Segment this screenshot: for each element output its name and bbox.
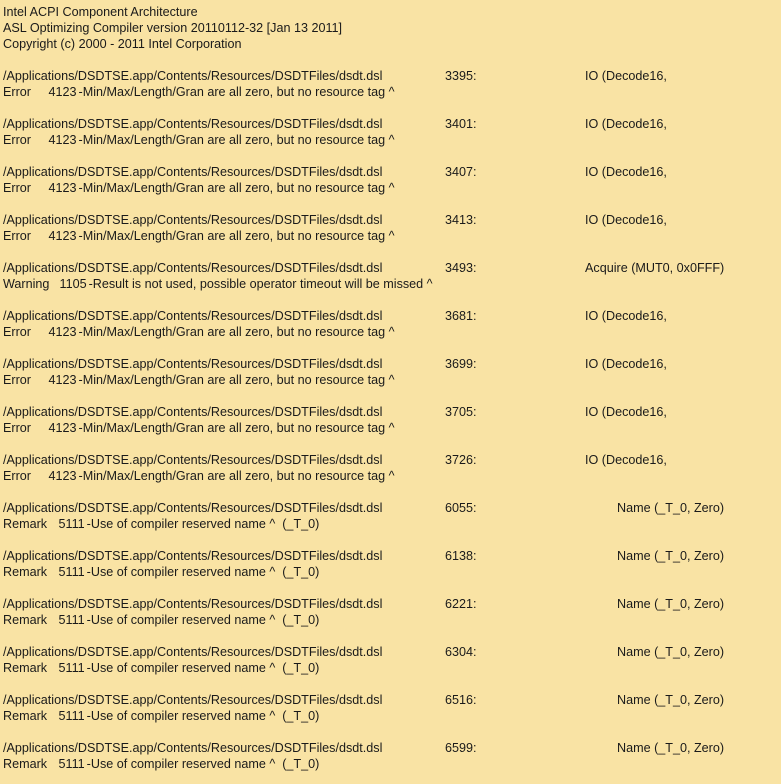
diagnostic-message-line [3,564,781,580]
source-line-number: 3395: [445,69,477,83]
source-code-snippet: IO (Decode16, [585,453,667,467]
diagnostic-message-line [3,84,781,100]
message-text: -Min/Max/Length/Gran are all zero, but no resource tag ^ [78,325,395,339]
severity-label: Remark [3,517,48,531]
message-text: -Use of compiler reserved name ^ (_T_0) [86,613,320,627]
source-code-snippet: IO (Decode16, [585,165,667,179]
diagnostic-location [3,308,781,324]
source-line-number: 3681: [445,309,477,323]
message-id: 4123 [48,133,77,147]
message-id: 4123 [48,229,77,243]
source-line-number: 3401: [445,117,477,131]
source-line-number: 3407: [445,165,477,179]
source-code-snippet: IO (Decode16, [585,405,667,419]
source-code-snippet: IO (Decode16, [585,213,667,227]
source-line-number: 6138: [445,549,477,563]
source-line-number: 3413: [445,213,477,227]
message-text: -Use of compiler reserved name ^ (_T_0) [86,517,320,531]
message-text: -Min/Max/Length/Gran are all zero, but no resource tag ^ [78,85,395,99]
message-text: -Min/Max/Length/Gran are all zero, but no resource tag ^ [78,133,395,147]
severity-label: Remark [3,613,48,627]
diagnostic-entry [3,404,781,436]
diagnostic-message-line [3,276,781,292]
message-text: -Min/Max/Length/Gran are all zero, but no resource tag ^ [78,373,395,387]
diagnostic-location [3,356,781,372]
diagnostic-message-line [3,372,781,388]
message-text: -Use of compiler reserved name ^ (_T_0) [86,565,320,579]
source-code-snippet: Name (_T_0, Zero) [617,549,725,563]
source-file-path: /Applications/DSDTSE.app/Contents/Resources/DSDTFiles/dsdt.dsl [3,549,383,563]
message-id: 5111 [58,757,85,771]
source-line-number: 3726: [445,453,477,467]
source-line-number: 3705: [445,405,477,419]
source-file-path: /Applications/DSDTSE.app/Contents/Resources/DSDTFiles/dsdt.dsl [3,501,383,515]
source-file-path: /Applications/DSDTSE.app/Contents/Resources/DSDTFiles/dsdt.dsl [3,693,383,707]
severity-label: Remark [3,565,48,579]
header-line-copyright: Copyright (c) 2000 - 2011 Intel Corporation [3,37,242,51]
severity-label: Error [3,469,31,483]
diagnostic-entry [3,308,781,340]
message-id: 4123 [48,85,77,99]
source-line-number: 3493: [445,261,477,275]
diagnostic-location [3,68,781,84]
message-id: 5111 [58,661,85,675]
severity-label: Error [3,421,31,435]
diagnostic-entry [3,548,781,580]
diagnostic-message-line [3,228,781,244]
source-line-number: 6516: [445,693,477,707]
diagnostic-location [3,740,781,756]
diagnostic-location [3,692,781,708]
message-id: 4123 [48,469,77,483]
diagnostic-message-line [3,612,781,628]
source-code-snippet: Name (_T_0, Zero) [617,501,725,515]
diagnostic-entry [3,692,781,724]
message-id: 1105 [59,277,87,291]
source-code-snippet: Name (_T_0, Zero) [617,645,725,659]
diagnostic-message-line [3,708,781,724]
diagnostic-entry [3,596,781,628]
diagnostic-entry [3,644,781,676]
severity-label: Remark [3,709,48,723]
diagnostic-location [3,644,781,660]
message-id: 5111 [58,709,85,723]
diagnostic-entry [3,260,781,292]
diagnostic-location [3,596,781,612]
diagnostic-location [3,260,781,276]
source-code-snippet: Acquire (MUT0, 0x0FFF) [585,261,725,275]
source-file-path: /Applications/DSDTSE.app/Contents/Resources/DSDTFiles/dsdt.dsl [3,165,383,179]
source-code-snippet: IO (Decode16, [585,69,667,83]
diagnostic-location [3,116,781,132]
source-file-path: /Applications/DSDTSE.app/Contents/Resources/DSDTFiles/dsdt.dsl [3,597,383,611]
diagnostic-location [3,548,781,564]
severity-label: Error [3,325,31,339]
diagnostic-entry [3,212,781,244]
message-text: -Result is not used, possible operator timeout will be missed ^ [88,277,433,291]
message-id: 4123 [48,181,77,195]
source-file-path: /Applications/DSDTSE.app/Contents/Resources/DSDTFiles/dsdt.dsl [3,741,383,755]
severity-label: Remark [3,661,48,675]
source-file-path: /Applications/DSDTSE.app/Contents/Resources/DSDTFiles/dsdt.dsl [3,645,383,659]
diagnostic-entry [3,68,781,100]
diagnostic-message-line [3,180,781,196]
source-line-number: 6599: [445,741,477,755]
source-file-path: /Applications/DSDTSE.app/Contents/Resources/DSDTFiles/dsdt.dsl [3,405,383,419]
header-line-version: ASL Optimizing Compiler version 20110112-32 [Jan 13 2011] [3,21,343,35]
source-code-snippet: Name (_T_0, Zero) [617,693,725,707]
diagnostic-message-line [3,756,781,772]
message-text: -Min/Max/Length/Gran are all zero, but no resource tag ^ [78,181,395,195]
severity-label: Error [3,181,31,195]
source-file-path: /Applications/DSDTSE.app/Contents/Resources/DSDTFiles/dsdt.dsl [3,117,383,131]
source-line-number: 6304: [445,645,477,659]
source-file-path: /Applications/DSDTSE.app/Contents/Resources/DSDTFiles/dsdt.dsl [3,357,383,371]
diagnostics-list [3,68,781,772]
diagnostic-entry [3,452,781,484]
source-line-number: 6055: [445,501,477,515]
source-file-path: /Applications/DSDTSE.app/Contents/Resources/DSDTFiles/dsdt.dsl [3,261,383,275]
message-id: 4123 [48,421,77,435]
source-line-number: 6221: [445,597,477,611]
message-text: -Use of compiler reserved name ^ (_T_0) [86,757,320,771]
severity-label: Remark [3,757,48,771]
message-text: -Use of compiler reserved name ^ (_T_0) [86,661,320,675]
message-text: -Min/Max/Length/Gran are all zero, but no resource tag ^ [78,229,395,243]
diagnostic-message-line [3,468,781,484]
severity-label: Error [3,85,31,99]
diagnostic-message-line [3,420,781,436]
source-file-path: /Applications/DSDTSE.app/Contents/Resources/DSDTFiles/dsdt.dsl [3,213,383,227]
message-text: -Min/Max/Length/Gran are all zero, but no resource tag ^ [78,421,395,435]
source-file-path: /Applications/DSDTSE.app/Contents/Resources/DSDTFiles/dsdt.dsl [3,453,383,467]
severity-label: Warning [3,277,50,291]
diagnostic-location [3,212,781,228]
diagnostic-entry [3,116,781,148]
source-code-snippet: IO (Decode16, [585,117,667,131]
source-code-snippet: IO (Decode16, [585,309,667,323]
message-text: -Use of compiler reserved name ^ (_T_0) [86,709,320,723]
message-text: -Min/Max/Length/Gran are all zero, but no resource tag ^ [78,469,395,483]
diagnostic-location [3,404,781,420]
message-id: 5111 [58,565,85,579]
message-id: 5111 [58,517,85,531]
diagnostic-entry [3,164,781,196]
diagnostic-message-line [3,132,781,148]
header-line-product: Intel ACPI Component Architecture [3,5,198,19]
severity-label: Error [3,373,31,387]
source-file-path: /Applications/DSDTSE.app/Contents/Resources/DSDTFiles/dsdt.dsl [3,69,383,83]
source-code-snippet: Name (_T_0, Zero) [617,597,725,611]
source-file-path: /Applications/DSDTSE.app/Contents/Resources/DSDTFiles/dsdt.dsl [3,309,383,323]
diagnostic-message-line [3,324,781,340]
source-code-snippet: IO (Decode16, [585,357,667,371]
severity-label: Error [3,133,31,147]
diagnostic-entry [3,356,781,388]
compiler-header [3,4,781,52]
message-id: 5111 [58,613,85,627]
diagnostic-location [3,500,781,516]
source-code-snippet: Name (_T_0, Zero) [617,741,725,755]
severity-label: Error [3,229,31,243]
source-line-number: 3699: [445,357,477,371]
diagnostic-location [3,452,781,468]
message-id: 4123 [48,325,77,339]
diagnostic-message-line [3,660,781,676]
diagnostic-entry [3,500,781,532]
message-id: 4123 [48,373,77,387]
diagnostic-entry [3,740,781,772]
diagnostic-message-line [3,516,781,532]
diagnostic-location [3,164,781,180]
